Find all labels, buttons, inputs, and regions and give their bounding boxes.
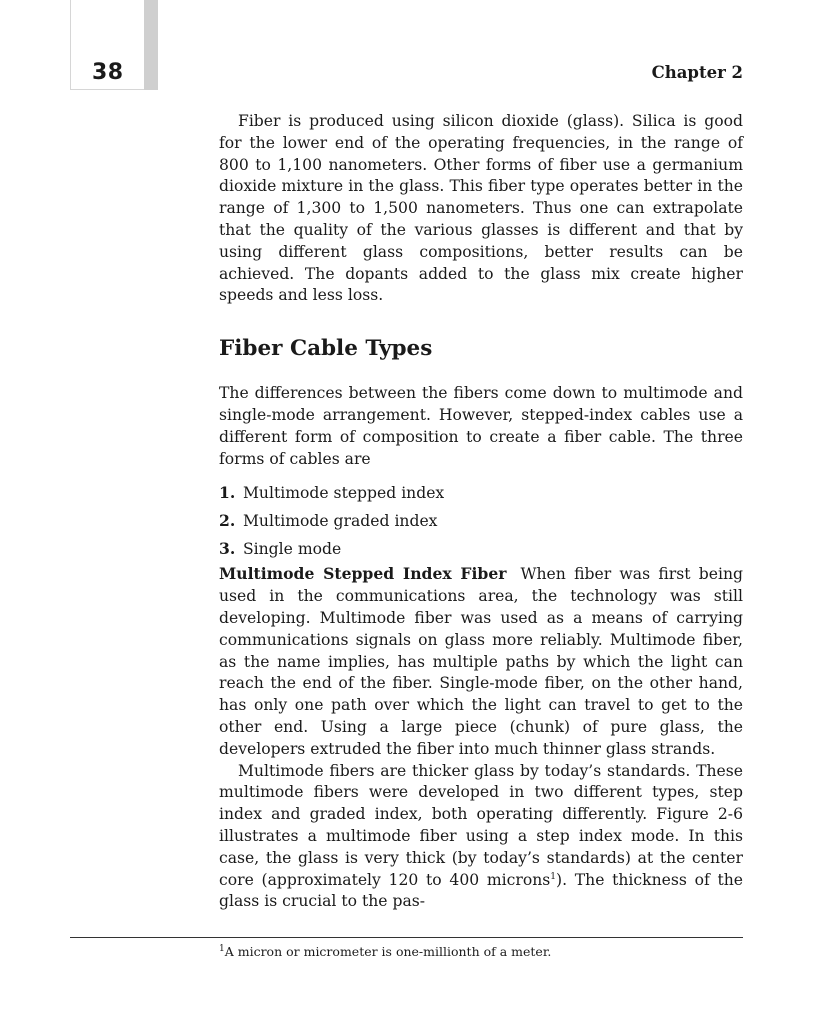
subsection-text: When fiber was first being used in the communications area, the technology was still developing. Multimode fiber was used as a means of carrying communications signals on glass more reliably. Multimode fiber, as the name implies, has multiple paths by which the light can reach the end of the fiber. Single-mode fiber, on the other hand, has only one path over which the light can travel to get to the other end. Using a large piece (chunk) of pure glass, the developers extruded the fiber into much thinner glass strands. (219, 565, 743, 758)
footnote (219, 944, 551, 959)
footnote-text: A micron or micrometer is one-millionth of a meter. (224, 944, 552, 959)
paragraph-text-continued: ). The thickness of the glass is crucial to the pas- (219, 870, 743, 911)
footnote-marker: 1 (219, 943, 225, 954)
footnote-reference: 1 (550, 871, 556, 882)
section-heading: Fiber Cable Types (219, 336, 433, 362)
list-number: 2. (219, 511, 236, 531)
list-text: Single mode (242, 540, 342, 559)
subsection-paragraph-2 (219, 761, 743, 914)
intro-paragraph: Fiber is produced using silicon dioxide (glass). Silica is good for the lower end of the operating frequencies, in the range of 800 to 1,100 nanometers. Other forms of fiber use a germanium dioxide mixture in the glass. This fiber type operates better in the range of 1,300 to 1,500 nanometers. Thus one can extrapolate that the quality of the various glasses is different and that by using different glass compositions, better results can be achieved. The dopants added to the glass mix create higher speeds and less loss. (219, 112, 743, 305)
subsection-paragraph-1 (219, 563, 743, 760)
subsection-heading: Multimode Stepped Index Fiber (219, 564, 507, 584)
list-item (219, 535, 743, 563)
list-text: Multimode graded index (242, 512, 438, 531)
list-number: 3. (219, 539, 236, 559)
list-number: 1. (219, 483, 236, 503)
paragraph-text: Multimode fibers are thicker glass by today’s standards. These multimode fibers were developed in two different types, step index and graded index, both operating differently. Figure 2-6 illustrates a multimode fiber using a step index mode. In this case, the glass is very thick (by today’s standards) at the center core (approximately 120 to 400 microns (219, 761, 743, 889)
page-tab-bar (144, 0, 158, 90)
page-body (219, 111, 743, 913)
section-paragraph: The differences between the fibers come down to multimode and single-mode arrangement. However, stepped-index cables use a different form of composition to create a fiber cable. The three forms of cables are (219, 384, 743, 468)
list-item (219, 479, 743, 507)
list-text: Multimode stepped index (242, 484, 445, 503)
page-number: 38 (92, 60, 124, 85)
list-item (219, 507, 743, 535)
cable-types-list (219, 479, 743, 563)
chapter-title: Chapter 2 (651, 63, 743, 82)
footnote-divider (70, 937, 743, 938)
